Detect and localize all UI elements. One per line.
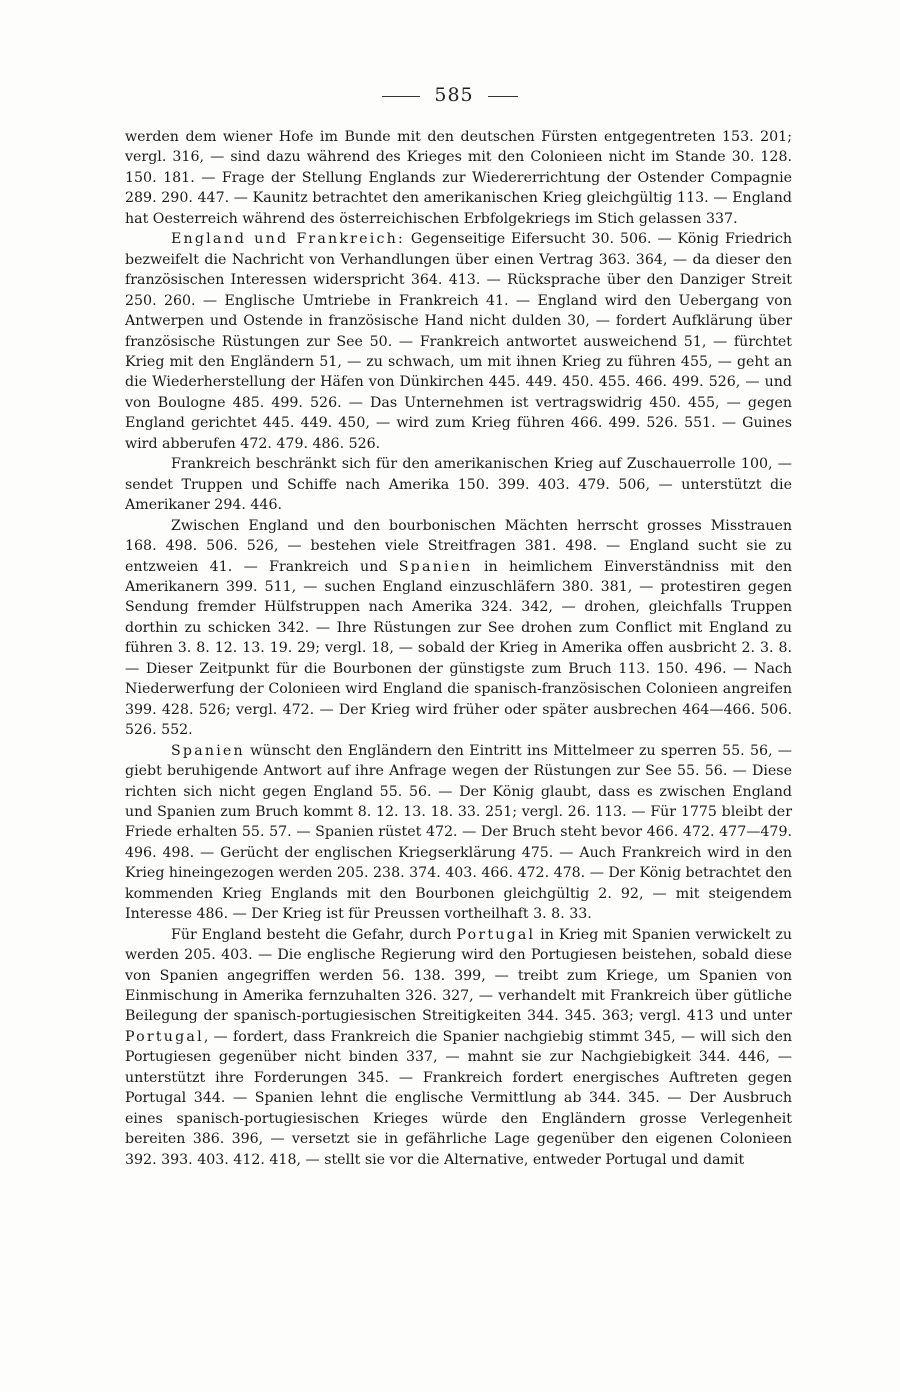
paragraph-text: Zwischen England und den bourbonischen Mächten herrscht grosses Misstrauen 168. 498. 506. 526, — bestehen viele Streitfragen 381. 498. — England sucht sie zu entzweien 41. — Frankreich und bbox=[125, 517, 792, 575]
paragraph-text-cont: in heimlichem Einverständniss mit den Amerikanern 399. 511, — suchen England einzuschläfern 380. 381, — protestiren gegen Sendung fremder Hülfstruppen nach Amerika 324. 342, — drohen, gleichfalls Truppen dorthin zu schicken 342. — Ihre Rüstungen zur See drohen zum Conflict mit England zu führen 3. 8. 12. 13. 19. 29; vergl. 18, — sobald der Krieg in Amerika offen ausbricht 2. 3. 8. — Dieser Zeitpunkt für die Bourbonen der günstigste zum Bruch 113. 150. 496. — Nach Niederwerfung der Colonieen wird England die spanisch-französischen Colonieen angreifen 399. 428. 526; vergl. 472. — Der Krieg wird früher oder später ausbrechen 464—466. 506. 526. 552. bbox=[125, 558, 792, 739]
paragraph-1 bbox=[125, 127, 792, 229]
paragraph-frankreich-zuschauer bbox=[125, 454, 792, 515]
paragraph-text: wünscht den Engländern den Eintritt ins Mittelmeer zu sperren 55. 56, — giebt beruhigende Antwort auf ihre Anfrage wegen der Rüstungen zur See 55. 56. — Diese richten sich nicht gegen England 55. 56. — Der König glaubt, dass es zwischen England und Spanien zum Bruch kommt 8. 12. 13. 18. 33. 251; vergl. 26. 113. — Für 1775 bleibt der Friede erhalten 55. 57. — Spanien rüstet 472. — Der Bruch steht bevor 466. 472. 477—479. 496. 498. — Gerücht der englischen Kriegserklärung 475. — Auch Frankreich wird in den Krieg hineingezogen werden 205. 238. 374. 403. 466. 472. 478. — Der König betrachtet den kommenden Krieg Englands mit den Bourbonen gleichgültig 2. 92, — mit steigendem Interesse 486. — Der Krieg ist für Preussen vortheilhaft 3. 8. 33. bbox=[125, 742, 792, 923]
paragraph-portugal bbox=[125, 925, 792, 1170]
paragraph-spanien bbox=[125, 741, 792, 925]
page-number: 585 bbox=[434, 84, 474, 106]
entry-heading: England und Frankreich: bbox=[171, 231, 405, 248]
entry-heading: Spanien bbox=[171, 742, 245, 759]
paragraph-text: Gegenseitige Eifersucht 30. 506. — König Friedrich bezweifelt die Nachricht von Verhandlungen über einen Vertrag 363. 364, — da dieser den französischen Interessen widerspricht 364. 413. — Rücksprache über den Danziger Streit 250. 260. — Englische Umtriebe in Frankreich 41. — England wird den Uebergang von Antwerpen und Ostende in französische Hand nicht dulden 30, — fordert Aufklärung über französische Rüstungen zur See 50. — Frankreich antwortet ausweichend 51, — fürchtet Krieg mit den Engländern 51, — zu schwach, um mit ihnen Krieg zu führen 455, — geht an die Wiederherstellung der Häfen von Dünkirchen 445. 449. 450. 455. 466. 499. 526, — und von Boulogne 485. 499. 526. — Das Unternehmen ist vertragswidrig 450. 455, — gegen England gerichtet 445. 449. 450, — wird zum Krieg führen 466. 499. 526. 551. — Guines wird abberufen 472. 479. 486. 526. bbox=[125, 231, 792, 452]
header-rule-right bbox=[488, 96, 518, 97]
spaced-term: Portugal bbox=[456, 926, 536, 943]
paragraph-text: werden dem wiener Hofe im Bunde mit den deutschen Fürsten entgegentreten 153. 201; vergl. 316, — sind dazu während des Krieges mit den Colonieen nicht im Stande 30. 128. 150. 181. — Frage der Stellung Englands zur Wiedererrichtung der Ostender Compagnie 289. 290. 447. — Kaunitz betrachtet den amerikanischen Krieg gleichgültig 113. — England hat Oesterreich während des österreichischen Erbfolgekriegs im Stich gelassen 337. bbox=[125, 129, 792, 227]
paragraph-text: Für England besteht die Gefahr, durch bbox=[171, 926, 457, 943]
paragraph-bourbonen bbox=[125, 516, 792, 741]
paragraph-england-frankreich bbox=[125, 229, 792, 454]
header-rule-left bbox=[382, 96, 420, 97]
spaced-term-2: Portugal bbox=[125, 1028, 204, 1045]
paragraph-text: Frankreich beschränkt sich für den amerikanischen Krieg auf Zuschauerrolle 100, — sendet Truppen und Schiffe nach Amerika 150. 399. 403. 479. 506, — unterstützt die Amerikaner 294. 446. bbox=[125, 456, 792, 514]
paragraph-text-cont-2: , — fordert, dass Frankreich die Spanier nachgiebig stimmt 345, — will sich den Portugiesen gegenüber nicht binden 337, — mahnt sie zur Nachgiebigkeit 344. 446, — unterstützt ihre Forderungen 345. — Frankreich fordert energisches Auftreten gegen Portugal 344. — Spanien lehnt die englische Vermittlung ab 344. 345. — Der Ausbruch eines spanisch-portugiesischen Krieges würde den Engländern grosse Verlegenheit bereiten 386. 396, — versetzt sie in gefährliche Lage gegenüber den eigenen Colonieen 392. 393. 403. 412. 418, — stellt sie vor die Alternative, entweder Portugal und damit bbox=[125, 1028, 792, 1168]
index-text-block bbox=[125, 127, 792, 1170]
paragraph-text-cont: in Krieg mit Spanien verwickelt zu werden 205. 403. — Die englische Regierung wird den Portugiesen beistehen, sobald diese von Spanien angegriffen werden 56. 138. 399, — treibt zum Kriege, um Spanien von Einmischung in Amerika fernzuhalten 326. 327, — verhandelt mit Frankreich über gütliche Beilegung der spanisch-portugiesischen Streitigkeiten 344. 345. 363; vergl. 413 und unter bbox=[125, 926, 792, 1025]
spaced-term: Spanien bbox=[398, 558, 473, 575]
page-header bbox=[0, 84, 900, 114]
